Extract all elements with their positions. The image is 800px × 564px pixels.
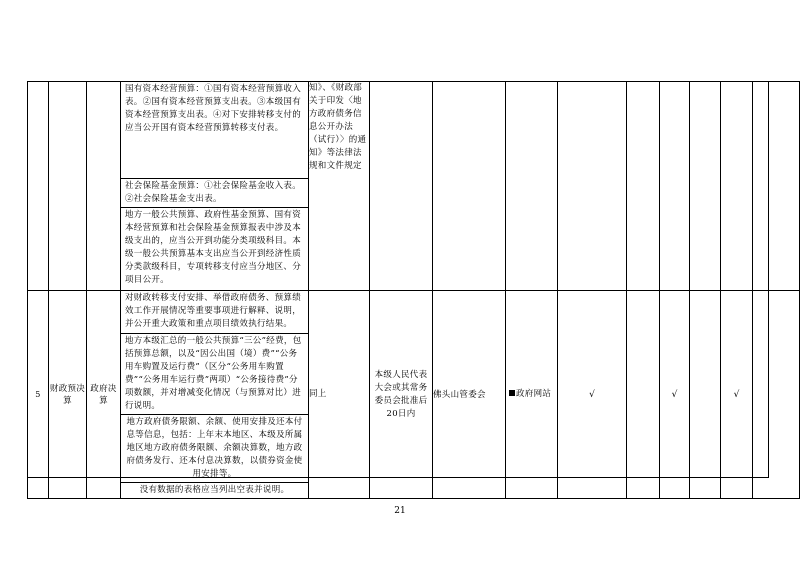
table-cell — [753, 291, 800, 499]
table-row — [28, 291, 800, 334]
subject-cell: 佛头山管委会 — [433, 291, 506, 499]
check-cell: √ — [558, 291, 627, 499]
content-cell-transfer-payment: 对财政转移支付安排、举借政府债务、预算绩效工作开展情况等重要事项进行解释、说明，并公开重大政策和重点项目绩效执行结果。 — [121, 291, 309, 334]
time-limit-cell: 本级人民代表大会或其常务委员会批准后20日内 — [370, 291, 433, 499]
content-cell-three-public-expenses: 地方本级汇总的一般公共预算“三公”经费，包括预算总额，以及“因公出国（境）费”“公务用车购置及运行费”（区分“公务用车购置费”“公务用车运行费”两项）“公务接待费”分项数额，并对增减变化情况（与预算对比）进行说明。 — [121, 334, 309, 415]
page-number: 21 — [394, 506, 406, 516]
content-cell-debt-info: 地方政府债务限额、余额、使用安排及还本付息等信息，包括：上年末本地区、本级及所属地区地方政府债务限额、余额决算数，地方政府债务发行、还本付息决算数，以债券资金使用安排等。 — [121, 415, 309, 483]
basis-cell: 同上 — [309, 291, 370, 499]
table-cell — [753, 82, 800, 291]
table-cell — [660, 82, 690, 291]
table-cell — [558, 82, 627, 291]
content-cell-state-capital-budget: 国有资本经营预算：①国有资本经营预算收入表。②国有资本经营预算支出表。③本级国有资本经营预算支出表。④对下安排转移支付的应当公开国有资本经营预算转移支付表。 — [121, 82, 309, 179]
channel-label: 政府网站 — [516, 389, 552, 399]
table-cell — [433, 82, 506, 291]
channel-cell — [506, 291, 558, 499]
row-number: 5 — [28, 291, 49, 499]
table-cell — [87, 82, 121, 291]
table-cell — [506, 82, 558, 291]
table-cell — [627, 291, 660, 499]
content-cell-empty-table-note: 没有数据的表格应当列出空表并说明。 — [121, 483, 309, 499]
subcategory-cell: 政府决算 — [87, 291, 121, 499]
table-cell — [721, 82, 753, 291]
table-cell — [28, 82, 49, 291]
table-cell — [370, 82, 433, 291]
table-cell — [49, 82, 87, 291]
checked-square-icon — [509, 390, 515, 396]
check-cell: √ — [721, 291, 753, 499]
disclosure-table — [27, 81, 800, 499]
content-cell-social-insurance: 社会保险基金预算：①社会保险基金收入表。②社会保险基金支出表。 — [121, 179, 309, 208]
table-cell — [690, 82, 721, 291]
table-row — [28, 82, 800, 179]
table-cell — [690, 291, 721, 499]
table-cell — [627, 82, 660, 291]
content-cell-public-budget: 地方一般公共预算、政府性基金预算、国有资本经营预算和社会保险基金预算报表中涉及本级支出的，应当公开到功能分类项级科目。本级一般公共预算基本支出应当公开到经济性质分类款级科目，专项转移支付应当分地区、分项目公开。 — [121, 208, 309, 291]
category-cell: 财政预决算 — [49, 291, 87, 499]
basis-cell: 知》、《财政部关于印发〈地方政府债务信息公开办法（试行）〉的通知》等法律法规和文件规定 — [309, 82, 370, 291]
check-cell: √ — [660, 291, 690, 499]
